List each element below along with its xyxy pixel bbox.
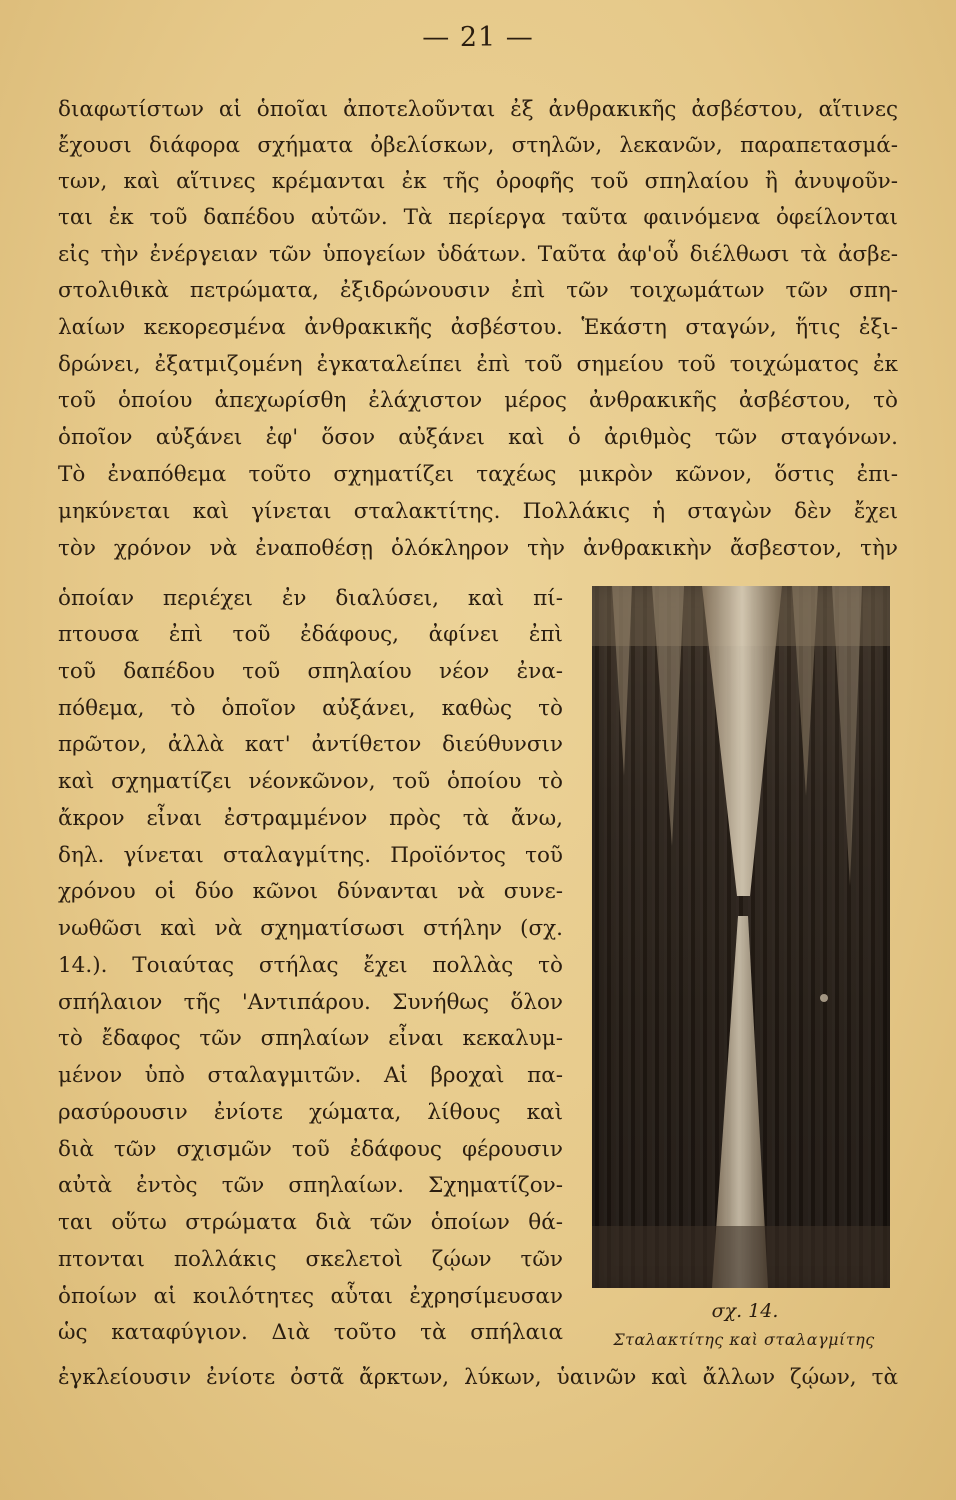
text-line: στολιθικὰ πετρώματα, ἐξιδρώνουσιν ἐπὶ τῶν τοιχωμάτων τῶν σπη- <box>58 278 898 303</box>
text-line: ρασύρουσιν ἐνίοτε χώματα, λίθους καὶ <box>58 1100 563 1125</box>
text-line: πρῶτον, ἀλλὰ κατ' ἀντίθετον διεύθυνσιν <box>58 732 563 757</box>
stalactite-illustration <box>592 586 890 1288</box>
text-line: διαφωτίστων αἱ ὁποῖαι ἀποτελοῦνται ἐξ ἀνθρακικῆς ἀσβέστου, αἵτινες <box>58 97 898 122</box>
text-line: εἰς τὴν ἐνέργειαν τῶν ὑπογείων ὑδάτων. Ταῦτα ἀφ'οὗ διέλθωσι τὰ ἀσβε- <box>58 242 898 267</box>
figure-number: σχ. 14. <box>711 1300 779 1322</box>
text-line: τὸ ἔδαφος τῶν σπηλαίων εἶναι κεκαλυμ- <box>58 1026 563 1051</box>
text-line: αὐτὰ ἐντὸς τῶν σπηλαίων. Σχηματίζον- <box>58 1173 563 1198</box>
text-line: σπήλαιον τῆς 'Αντιπάρου. Συνήθως ὅλον <box>58 990 563 1015</box>
text-line: ἄκρον εἶναι ἐστραμμένον πρὸς τὰ ἄνω, <box>58 806 563 831</box>
text-line: χρόνου οἱ δύο κῶνοι δύνανται νὰ συνε- <box>58 879 563 904</box>
text-line: τοῦ ὁποίου ἀπεχωρίσθη ἐλάχιστον μέρος ἀνθρακικῆς ἀσβέστου, τὸ <box>58 388 898 413</box>
text-line: ται οὕτω στρώματα διὰ τῶν ὁποίων θά- <box>58 1210 563 1235</box>
text-line: ὁποῖον αὐξάνει ἐφ' ὅσον αὐξάνει καὶ ὁ ἀριθμὸς τῶν σταγόνων. <box>58 425 898 450</box>
text-line: ται ἐκ τοῦ δαπέδου αὐτῶν. Τὰ περίεργα ταῦτα φαινόμενα ὀφείλονται <box>58 205 898 230</box>
text-line: τὸν χρόνον νὰ ἐναποθέσῃ ὁλόκληρον τὴν ἀνθρακικὴν ἄσβεστον, τὴν <box>58 536 898 561</box>
text-line: ἔχουσι διάφορα σχήματα ὀβελίσκων, στηλῶν, λεκανῶν, παραπετασμά- <box>58 133 898 158</box>
text-line: πτουσα ἐπὶ τοῦ ἐδάφους, ἀφίνει ἐπὶ <box>58 622 563 647</box>
text-line: καὶ σχηματίζει νέονκῶνον, τοῦ ὁποίου τὸ <box>58 769 563 794</box>
text-line: ὡς καταφύγιον. Διὰ τοῦτο τὰ σπήλαια <box>58 1320 563 1345</box>
page-number: — 21 — <box>422 22 534 53</box>
text-line: μηκύνεται καὶ γίνεται σταλακτίτης. Πολλάκις ἡ σταγὼν δὲν ἔχει <box>58 499 898 524</box>
text-line: Τὸ ἐναπόθεμα τοῦτο σχηματίζει ταχέως μικρὸν κῶνον, ὅστις ἐπι- <box>58 462 898 487</box>
text-line: μένον ὑπὸ σταλαγμιτῶν. Αἱ βροχαὶ πα- <box>58 1063 563 1088</box>
text-line: ὁποίων αἱ κοιλότητες αὗται ἐχρησίμευσαν <box>58 1284 563 1309</box>
text-line: 14.). Τοιαύτας στήλας ἔχει πολλὰς τὸ <box>58 953 563 978</box>
text-line: των, καὶ αἵτινες κρέμανται ἐκ τῆς ὀροφῆς τοῦ σπηλαίου ἢ ἀνυψοῦν- <box>58 169 898 194</box>
text-line: τοῦ δαπέδου τοῦ σπηλαίου νέον ἐνα- <box>58 659 563 684</box>
text-line: δρώνει, ἐξατμιζομένη ἐγκαταλείπει ἐπὶ τοῦ σημείου τοῦ τοιχώματος ἐκ <box>58 352 898 377</box>
figure-caption: Σταλακτίτης καὶ σταλαγμίτης <box>613 1330 875 1349</box>
text-line: νωθῶσι καὶ νὰ σχηματίσωσι στήλην (σχ. <box>58 916 563 941</box>
text-line: ἐγκλείουσιν ἐνίοτε ὀστᾶ ἄρκτων, λύκων, ὑαινῶν καὶ ἄλλων ζῴων, τὰ <box>58 1365 898 1390</box>
text-line: πόθεμα, τὸ ὁποῖον αὐξάνει, καθὼς τὸ <box>58 696 563 721</box>
text-line: διὰ τῶν σχισμῶν τοῦ ἐδάφους φέρουσιν <box>58 1137 563 1162</box>
stalactite-photograph <box>592 586 890 1288</box>
text-line: δηλ. γίνεται σταλαγμίτης. Προϊόντος τοῦ <box>58 843 563 868</box>
text-line: πτονται πολλάκις σκελετοὶ ζῴων τῶν <box>58 1247 563 1272</box>
text-line: ὁποίαν περιέχει ἐν διαλύσει, καὶ πί- <box>58 586 563 611</box>
text-line: λαίων κεκορεσμένα ἀνθρακικῆς ἀσβέστου. Ἑκάστη σταγών, ἥτις ἐξι- <box>58 315 898 340</box>
